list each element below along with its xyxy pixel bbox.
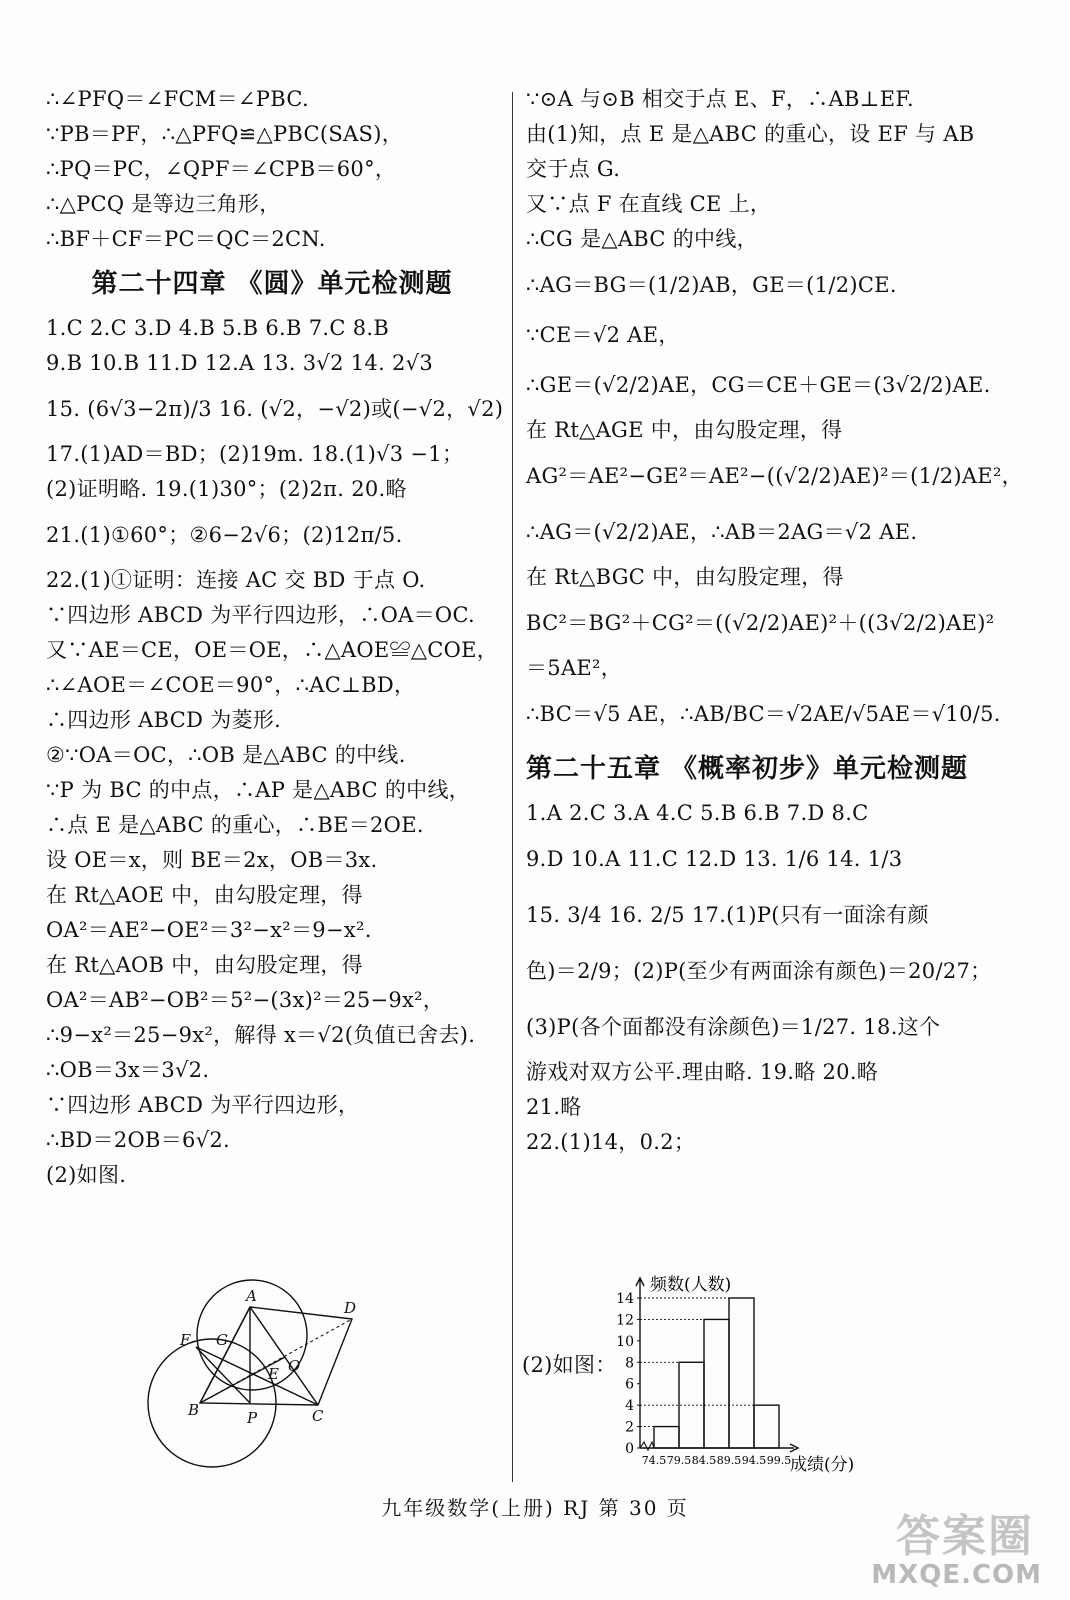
histogram-bar [729, 1298, 754, 1448]
column-divider [512, 92, 513, 1482]
answer-line: ∴BF＋CF＝PC＝QC＝2CN. [46, 227, 326, 251]
label-G: G [216, 1331, 228, 1349]
y-tick-label: 6 [625, 1376, 634, 1393]
answer-line: 17.(1)AD＝BD；(2)19m. 18.(1)√3 −1； [46, 442, 464, 466]
answer-line: ＝5AE²， [526, 656, 623, 680]
answer-line: ∴△PCQ 是等边三角形， [46, 192, 281, 216]
answer-line: 在 Rt△AOE 中，由勾股定理，得 [46, 883, 363, 907]
y-axis-label: 频数(人数) [650, 1275, 732, 1295]
answer-line: 游戏对双方公平.理由略. 19.略 20.略 [526, 1060, 879, 1084]
answer-line: ∴∠PFQ＝∠FCM＝∠PBC. [46, 87, 309, 111]
label-A: A [246, 1287, 257, 1305]
label-C: C [312, 1407, 324, 1425]
answer-line: (2)如图. [46, 1163, 127, 1187]
x-tick-label: 94.5 [741, 1454, 767, 1467]
histogram-bar [654, 1427, 679, 1448]
answer-line: ∴∠AOE＝∠COE＝90°，∴AC⊥BD， [46, 673, 416, 697]
right-column [526, 82, 1026, 1160]
answer-line: OA²＝AE²−OE²＝3²−x²＝9−x². [46, 918, 372, 942]
x-tick-label: 89.5 [716, 1454, 742, 1467]
y-tick-label: 10 [616, 1333, 634, 1350]
answer-line: 22.(1)①证明：连接 AC 交 BD 于点 O. [46, 568, 426, 592]
answer-line: ∵⊙A 与⊙B 相交于点 E、F，∴AB⊥EF. [526, 87, 914, 111]
left-column [46, 82, 504, 1193]
x-tick-label: 74.5 [641, 1454, 667, 1467]
label-F: F [180, 1331, 191, 1349]
geometry-figure [140, 1275, 370, 1480]
answer-line: 21.略 [526, 1095, 582, 1119]
answer-line: ∴AG＝BG＝(1/2)AB，GE＝(1/2)CE. [526, 273, 897, 297]
answer-line: ∴BD＝2OB＝6√2. [46, 1128, 231, 1152]
answer-line: 交于点 G. [526, 157, 621, 181]
answer-line: 21.(1)①60°；②6−2√6；(2)12π/5. [46, 523, 403, 547]
answer-line: 9.B 10.B 11.D 12.A 13. 3√2 14. 2√3 [46, 351, 434, 375]
answer-line: 由(1)知，点 E 是△ABC 的重心，设 EF 与 AB [526, 122, 975, 146]
answer-line: OA²＝AB²−OB²＝5²−(3x)²＝25−9x²， [46, 988, 445, 1012]
answer-line: 色)＝2/9；(2)P(至少有两面涂有颜色)＝20/27； [526, 959, 992, 983]
x-tick-label: 79.5 [666, 1454, 692, 1467]
y-tick-label: 4 [625, 1398, 634, 1415]
answer-line: ∴四边形 ABCD 为菱形. [46, 708, 282, 732]
answer-line: 15. 3/4 16. 2/5 17.(1)P(只有一面涂有颜 [526, 903, 929, 927]
answer-line: ∴OB＝3x＝3√2. [46, 1058, 210, 1082]
histogram-chart [604, 1270, 874, 1482]
histogram-bar [704, 1319, 729, 1448]
label-O: O [288, 1357, 301, 1375]
y-tick-label: 2 [625, 1419, 634, 1436]
answer-line: 22.(1)14，0.2； [526, 1130, 696, 1154]
answer-line: ∴9−x²＝25−9x²，解得 x＝√2(负值已舍去). [46, 1023, 476, 1047]
y-tick-label: 0 [625, 1441, 634, 1457]
y-tick-label: 12 [616, 1312, 634, 1329]
answer-line: ∵P 为 BC 的中点，∴AP 是△ABC 的中线， [46, 778, 471, 802]
answer-line: ∴PQ＝PC，∠QPF＝∠CPB＝60°， [46, 157, 397, 181]
answer-line: 15. (6√3−2π)/3 16. (√2，−√2)或(−√2，√2) [46, 397, 504, 421]
x-axis-label: 成绩(分) [790, 1455, 855, 1475]
label-D: D [344, 1299, 357, 1317]
histogram-caption: (2)如图： [522, 1353, 617, 1377]
answer-line: ∴BC＝√5 AE，∴AB/BC＝√2AE/√5AE＝√10/5. [526, 702, 1001, 726]
answer-line: BC²＝BG²＋CG²＝((√2/2)AE)²＋((3√2/2)AE)² [526, 611, 995, 635]
label-P: P [247, 1409, 258, 1427]
answer-line: 1.C 2.C 3.D 4.B 5.B 6.B 7.C 8.B [46, 316, 390, 340]
y-tick-label: 8 [625, 1355, 634, 1372]
answer-line: 又∵AE＝CE，OE＝OE，∴△AOE≌△COE， [46, 638, 499, 662]
answer-line: ∴AG＝(√2/2)AE，∴AB＝2AG＝√2 AE. [526, 520, 918, 544]
answer-line: 设 OE＝x，则 BE＝2x，OB＝3x. [46, 848, 378, 872]
answer-line: ∴点 E 是△ABC 的重心，∴BE＝2OE. [46, 813, 424, 837]
answer-line: (3)P(各个面都没有涂颜色)＝1/27. 18.这个 [526, 1015, 941, 1039]
y-tick-label: 14 [616, 1291, 634, 1307]
answer-line: 9.D 10.A 11.C 12.D 13. 1/6 14. 1/3 [526, 847, 903, 871]
axis-break [640, 1442, 654, 1450]
answer-line: ∵CE＝√2 AE， [526, 323, 680, 347]
chapter-heading: 第二十五章 《概率初步》单元检测题 [526, 754, 969, 784]
x-tick-label: 84.5 [691, 1454, 717, 1467]
answer-line: ②∵OA＝OC，∴OB 是△ABC 的中线. [46, 743, 406, 767]
answer-line: AG²＝AE²−GE²＝AE²−((√2/2)AE)²＝(1/2)AE²， [526, 464, 1023, 488]
label-B: B [188, 1401, 200, 1419]
answer-line: 在 Rt△BGC 中，由勾股定理，得 [526, 565, 844, 589]
answer-line: ∴GE＝(√2/2)AE，CG＝CE＋GE＝(3√2/2)AE. [526, 373, 991, 397]
label-E: E [268, 1365, 279, 1383]
answer-line: 1.A 2.C 3.A 4.C 5.B 6.B 7.D 8.C [526, 801, 869, 825]
answer-line: ∴CG 是△ABC 的中线， [526, 227, 758, 251]
answer-line: ∵四边形 ABCD 为平行四边形， [46, 1093, 360, 1117]
chapter-heading: 第二十四章 《圆》单元检测题 [91, 269, 453, 299]
answer-line: (2)证明略. 19.(1)30°；(2)2π. 20.略 [46, 477, 407, 501]
watermark-text: MXQE.COM [871, 1560, 1042, 1590]
answer-line: ∵四边形 ABCD 为平行四边形，∴OA＝OC. [46, 603, 476, 627]
answer-line: ∵PB＝PF，∴△PFQ≌△PBC(SAS)， [46, 122, 404, 146]
answer-line: 又∵点 F 在直线 CE 上， [526, 192, 772, 216]
answer-line: 在 Rt△AGE 中，由勾股定理，得 [526, 418, 843, 442]
x-tick-label: 99.5 [766, 1454, 792, 1467]
answer-line: 在 Rt△AOB 中，由勾股定理，得 [46, 953, 363, 977]
page-footer: 九年级数学(上册) RJ 第 30 页 [381, 1496, 689, 1520]
histogram-bar [754, 1405, 779, 1448]
watermark-logo: 答案圈 [896, 1511, 1034, 1562]
